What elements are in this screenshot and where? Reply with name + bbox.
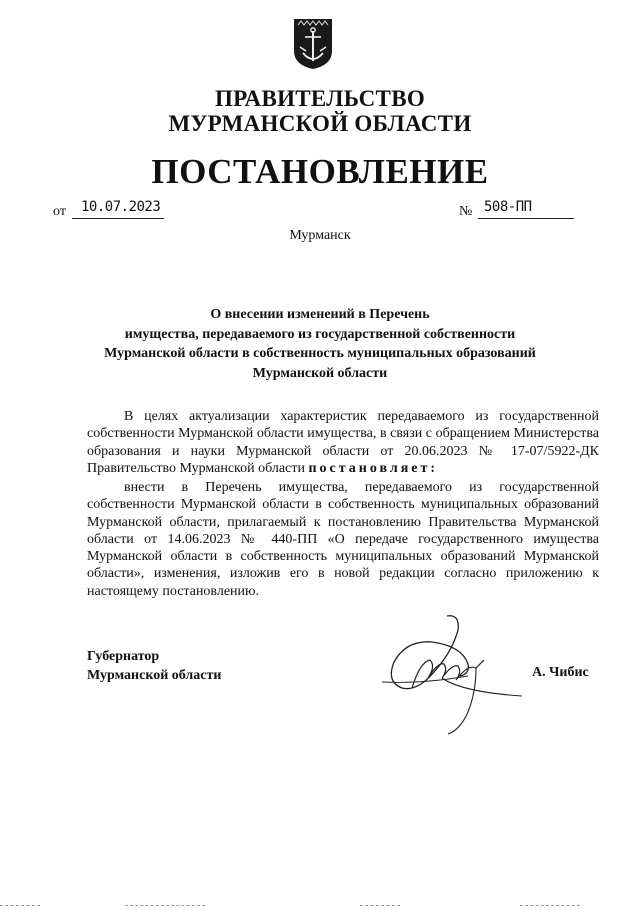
date-label: от bbox=[53, 204, 66, 219]
signer-position-line1: Губернатор bbox=[87, 649, 160, 664]
subject-line3: Мурманской области в собственность муниципальных образований bbox=[104, 346, 536, 361]
document-type: ПОСТАНОВЛЕНИЕ bbox=[151, 152, 489, 191]
handwritten-signature bbox=[372, 612, 532, 737]
scan-edge-mark bbox=[125, 905, 205, 906]
date-field bbox=[72, 198, 164, 219]
body-paragraph-1 bbox=[87, 408, 599, 477]
government-name-line2: МУРМАНСКОЙ ОБЛАСТИ bbox=[168, 111, 472, 136]
date-value: 10.07.2023 bbox=[81, 199, 161, 215]
coat-of-arms-icon bbox=[292, 17, 334, 71]
number-value: 508-ПП bbox=[484, 199, 532, 215]
scan-edge-mark bbox=[520, 905, 580, 906]
signer-position-line2: Мурманской области bbox=[87, 668, 222, 683]
number-field bbox=[478, 198, 574, 219]
subject-line2: имущества, передаваемого из государственной собственности bbox=[124, 326, 516, 342]
signer-position bbox=[87, 647, 221, 685]
document-subject bbox=[90, 305, 550, 383]
government-name-line1: ПРАВИТЕЛЬСТВО bbox=[214, 86, 426, 111]
scan-edge-mark bbox=[360, 905, 400, 906]
subject-line4: Мурманской области bbox=[252, 365, 388, 381]
number-label: № bbox=[459, 204, 473, 219]
paragraph-1-text: В целях актуализации характеристик передаваемого из государственной собственности Мурманской области имущества, в связи с обращением Министерства образования и науки Мурманской области от 20.06.2023 № 17-07/5922-ДК Правительство Мурманской области bbox=[87, 409, 599, 476]
signer-name: А. Чибис bbox=[532, 665, 589, 680]
decree-keyword: постановляет: bbox=[308, 460, 439, 476]
scan-edge-mark bbox=[0, 905, 40, 906]
city: Мурманск bbox=[289, 228, 351, 243]
subject-line1: О внесении изменений в Перечень bbox=[210, 307, 430, 322]
body-paragraph-2: внести в Перечень имущества, передаваемого из государственной собственности Мурманской области в собственность муниципальных образований Мурманской области, прилагаемый к постановлению Правительства Мурманской области от 14.06.2023 № 440-ПП «О передаче государственного имущества Мурманской области в собственность муниципальных образований Мурманской области», изменения, изложив его в новой редакции согласно приложению к настоящему постановлению. bbox=[87, 480, 599, 599]
